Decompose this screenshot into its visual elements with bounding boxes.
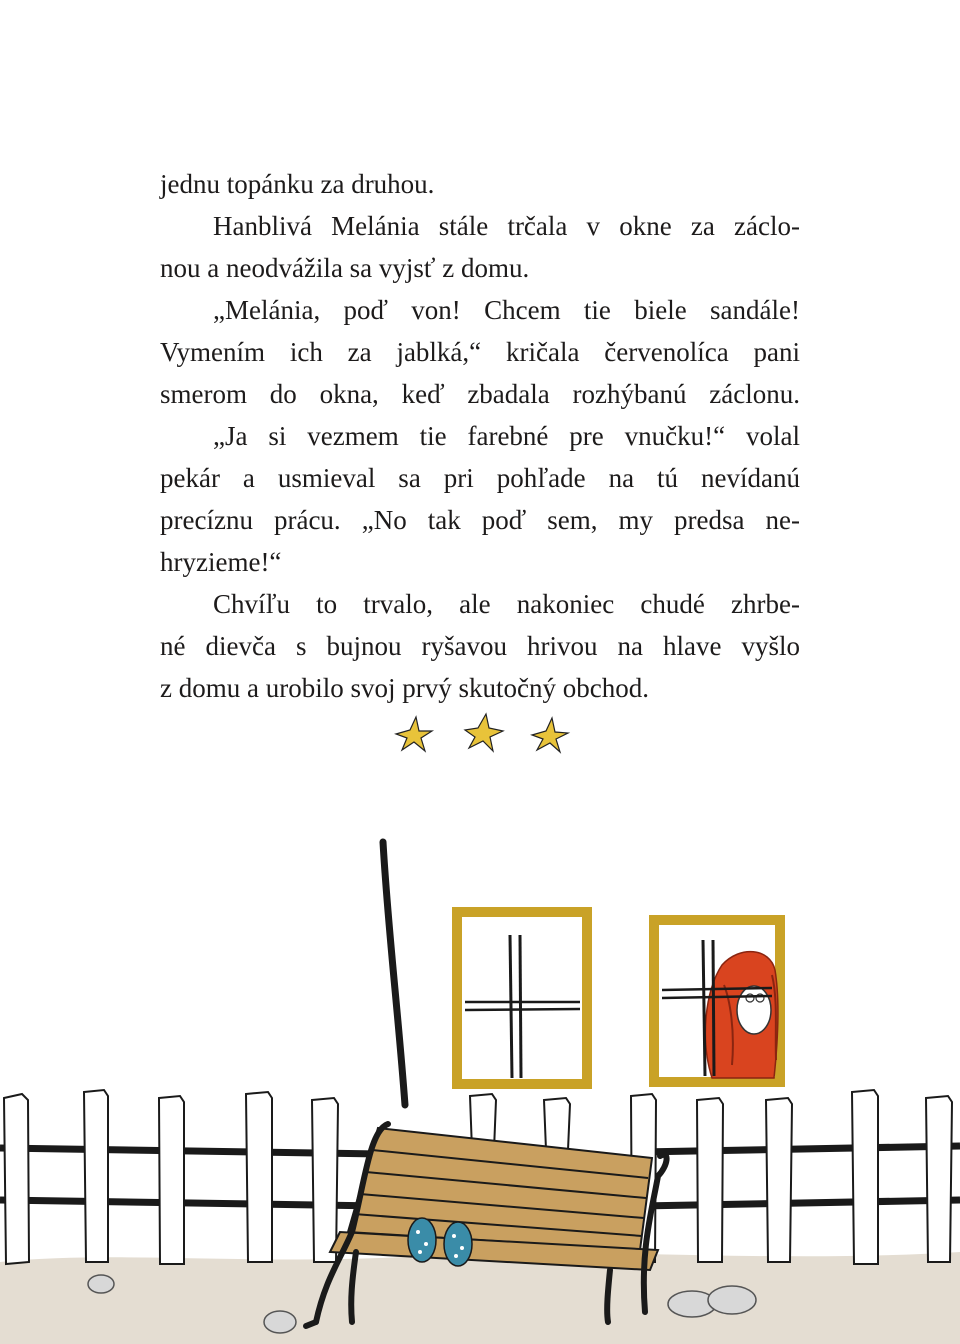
text-line: jednu topánku za druhou.: [160, 169, 435, 199]
text-line: Chvíľu to trvalo, ale nakoniec chudé zhrbe-: [213, 589, 800, 619]
star-icon: [532, 718, 568, 752]
text-line: z domu a urobilo svoj prvý skutočný obchod.: [160, 673, 649, 703]
illustration: [0, 700, 960, 1344]
text-line: nou a neodvážila sa vyjsť z domu.: [160, 253, 530, 283]
stone-icon: [264, 1311, 296, 1333]
text-line: né dievča s bujnou ryšavou hrivou na hlave vyšlo: [160, 631, 800, 661]
text-line: smerom do okna, keď zbadala rozhýbanú záclonu.: [160, 379, 800, 409]
stone-icon: [708, 1286, 756, 1314]
window-icon: [654, 920, 780, 1082]
text-line: Hanblivá Melánia stále trčala v okne za záclo-: [213, 211, 800, 241]
star-divider: [396, 714, 568, 752]
text-line: pekár a usmieval sa pri pohľade na tú nevídanú: [160, 463, 800, 493]
stone-icon: [88, 1275, 114, 1293]
text-line: „Ja si vezmem tie farebné pre vnučku!“ volal: [213, 421, 800, 451]
ground: [0, 1252, 960, 1344]
text-line: „Melánia, poď von! Chcem tie biele sandále!: [213, 295, 800, 325]
text-line: Vymením ich za jablká,“ kričala červenolíca pani: [160, 337, 800, 367]
text-line: precíznu prácu. „No tak poď sem, my predsa ne-: [160, 505, 800, 535]
story-text: [160, 163, 800, 709]
window-icon: [457, 912, 587, 1084]
star-icon: [396, 717, 432, 751]
star-icon: [465, 714, 503, 751]
text-line: hryzieme!“: [160, 547, 282, 577]
lamp-post-icon: [383, 842, 405, 1105]
